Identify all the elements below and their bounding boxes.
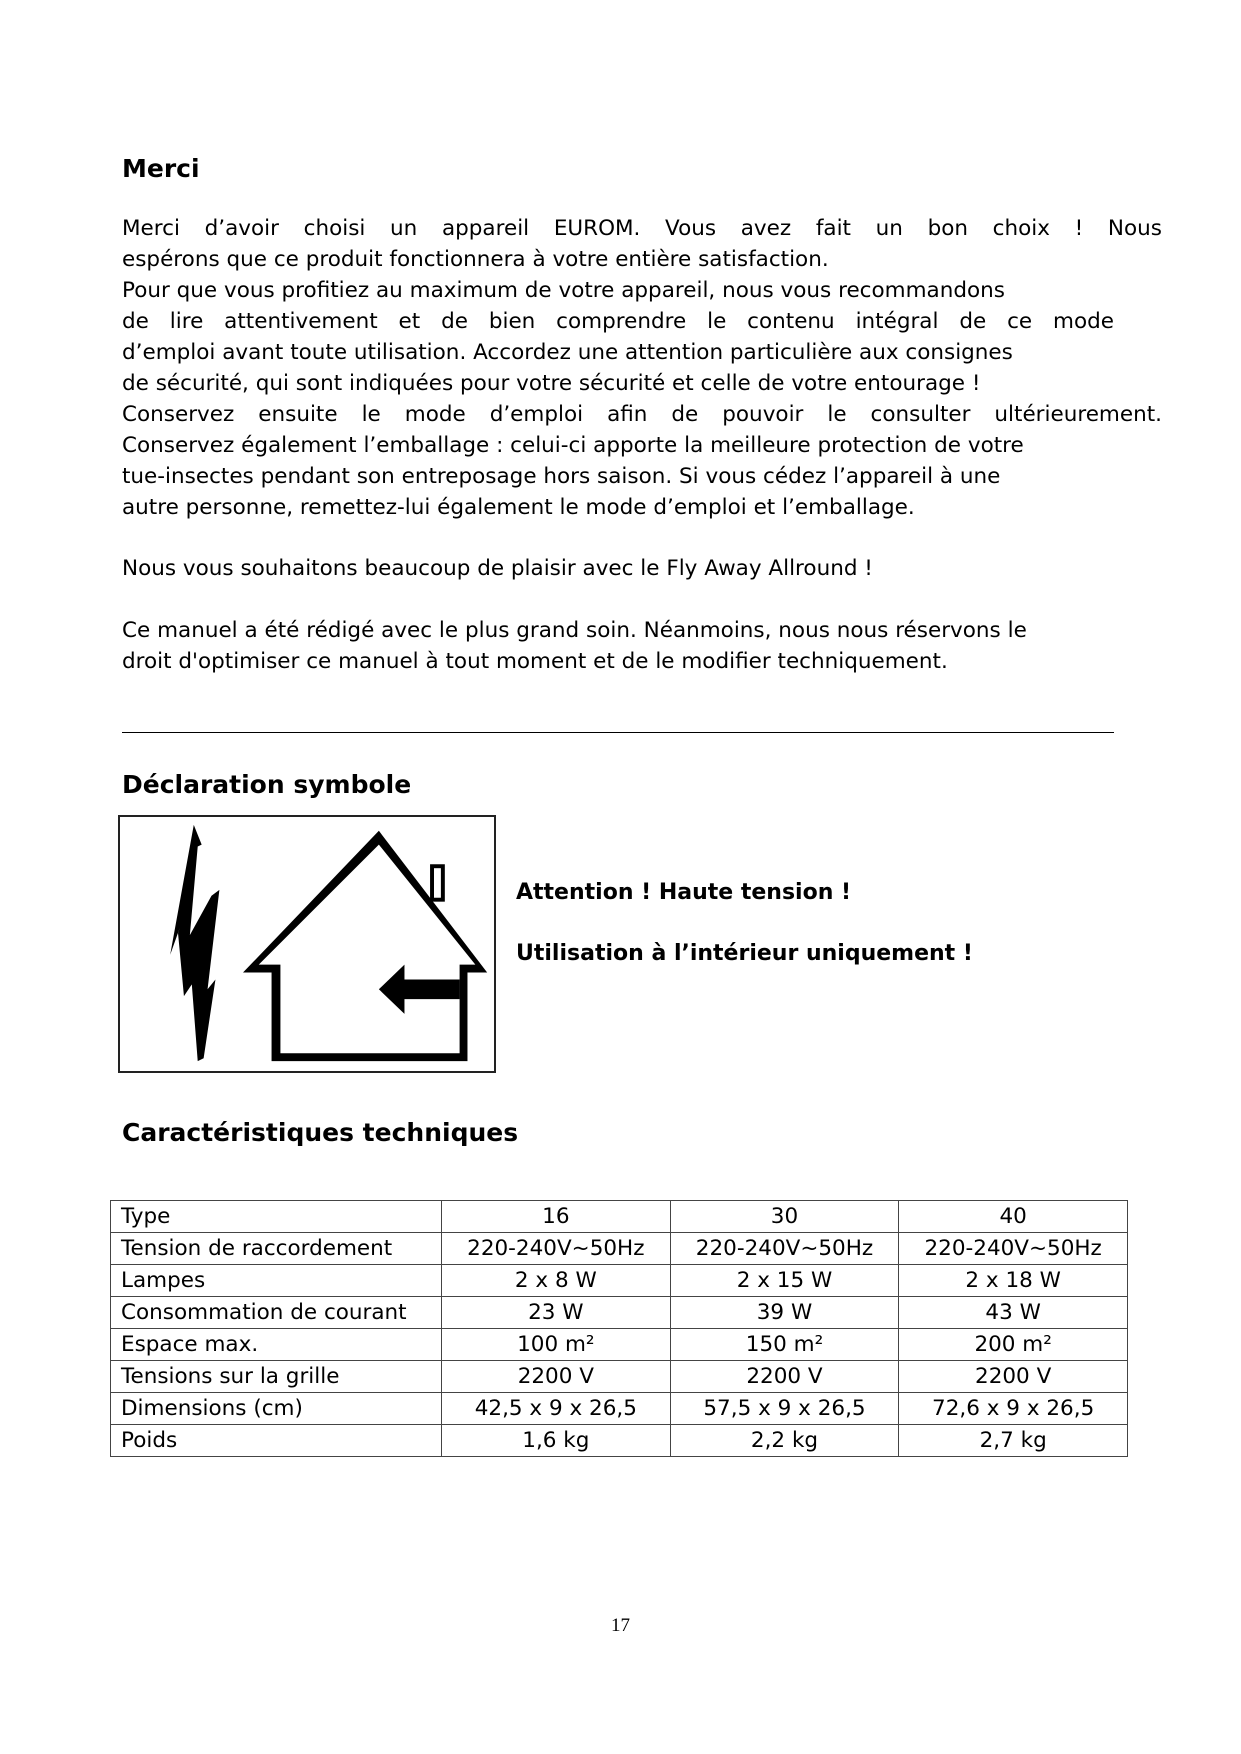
cell-value: 2,2 kg bbox=[670, 1425, 899, 1457]
row-label: Consommation de courant bbox=[111, 1297, 442, 1329]
row-label: Espace max. bbox=[111, 1329, 442, 1361]
text-line: autre personne, remettez-lui également le mode d’emploi et l’emballage. bbox=[122, 495, 915, 520]
text-line: Pour que vous profitiez au maximum de votre appareil, nous vous recommandons bbox=[122, 278, 1005, 303]
technical-specs-table bbox=[110, 1200, 1128, 1457]
house-icon bbox=[243, 831, 487, 1061]
table-row bbox=[111, 1393, 1128, 1425]
table-row bbox=[111, 1329, 1128, 1361]
closing-paragraph: Nous vous souhaitons beaucoup de plaisir avec le Fly Away Allround ! bbox=[122, 556, 873, 581]
cell-value: 220-240V~50Hz bbox=[442, 1233, 671, 1265]
section-heading-specs: Caractéristiques techniques bbox=[122, 1118, 519, 1147]
cell-value: 220-240V~50Hz bbox=[670, 1233, 899, 1265]
text-line: tue-insectes pendant son entreposage hors saison. Si vous cédez l’appareil à une bbox=[122, 464, 1001, 489]
cell-value: 2200 V bbox=[442, 1361, 671, 1393]
table-row bbox=[111, 1361, 1128, 1393]
text-line: Merci d’avoir choisi un appareil EUROM. Vous avez fait un bon choix ! Nous bbox=[122, 216, 1162, 241]
row-label: Type bbox=[111, 1201, 442, 1233]
cell-value: 57,5 x 9 x 26,5 bbox=[670, 1393, 899, 1425]
cell-value: 1,6 kg bbox=[442, 1425, 671, 1457]
cell-value: 40 bbox=[899, 1201, 1128, 1233]
cell-value: 23 W bbox=[442, 1297, 671, 1329]
table-row bbox=[111, 1233, 1128, 1265]
text-line: espérons que ce produit fonctionnera à votre entière satisfaction. bbox=[122, 247, 829, 272]
cell-value: 16 bbox=[442, 1201, 671, 1233]
warning-indoor-use: Utilisation à l’intérieur uniquement ! bbox=[516, 941, 973, 966]
row-label: Tensions sur la grille bbox=[111, 1361, 442, 1393]
arrow-left-icon bbox=[379, 965, 460, 1014]
cell-value: 2 x 18 W bbox=[899, 1265, 1128, 1297]
text-line: de lire attentivement et de bien comprendre le contenu intégral de ce mode bbox=[122, 309, 1114, 334]
row-label: Poids bbox=[111, 1425, 442, 1457]
cell-value: 2200 V bbox=[670, 1361, 899, 1393]
page-number: 17 bbox=[611, 1615, 630, 1636]
cell-value: 43 W bbox=[899, 1297, 1128, 1329]
text-line: d’emploi avant toute utilisation. Accordez une attention particulière aux consignes bbox=[122, 340, 1013, 365]
table-row bbox=[111, 1297, 1128, 1329]
cell-value: 2 x 15 W bbox=[670, 1265, 899, 1297]
text-line: Conservez également l’emballage : celui-ci apporte la meilleure protection de votre bbox=[122, 433, 1024, 458]
cell-value: 100 m² bbox=[442, 1329, 671, 1361]
lightning-bolt-icon bbox=[170, 825, 219, 1061]
cell-value: 2200 V bbox=[899, 1361, 1128, 1393]
section-divider bbox=[122, 732, 1114, 733]
section-heading-symbols: Déclaration symbole bbox=[122, 770, 412, 799]
table-row bbox=[111, 1425, 1128, 1457]
text-line: droit d'optimiser ce manuel à tout moment et de le modifier techniquement. bbox=[122, 649, 948, 674]
cell-value: 42,5 x 9 x 26,5 bbox=[442, 1393, 671, 1425]
row-label: Lampes bbox=[111, 1265, 442, 1297]
cell-value: 39 W bbox=[670, 1297, 899, 1329]
cell-value: 72,6 x 9 x 26,5 bbox=[899, 1393, 1128, 1425]
text-line: Conservez ensuite le mode d’emploi afin de pouvoir le consulter ultérieurement. bbox=[122, 402, 1162, 427]
cell-value: 30 bbox=[670, 1201, 899, 1233]
cell-value: 2 x 8 W bbox=[442, 1265, 671, 1297]
table-row bbox=[111, 1201, 1128, 1233]
text-line: de sécurité, qui sont indiquées pour votre sécurité et celle de votre entourage ! bbox=[122, 371, 981, 396]
cell-value: 220-240V~50Hz bbox=[899, 1233, 1128, 1265]
warning-high-voltage: Attention ! Haute tension ! bbox=[516, 880, 852, 905]
table-row bbox=[111, 1265, 1128, 1297]
section-heading-merci: Merci bbox=[122, 154, 200, 183]
row-label: Dimensions (cm) bbox=[111, 1393, 442, 1425]
row-label: Tension de raccordement bbox=[111, 1233, 442, 1265]
text-line: Ce manuel a été rédigé avec le plus grand soin. Néanmoins, nous nous réservons le bbox=[122, 618, 1027, 643]
cell-value: 2,7 kg bbox=[899, 1425, 1128, 1457]
merci-paragraph bbox=[122, 213, 1162, 523]
cell-value: 200 m² bbox=[899, 1329, 1128, 1361]
disclaimer-paragraph bbox=[122, 615, 1162, 677]
cell-value: 150 m² bbox=[670, 1329, 899, 1361]
high-voltage-indoor-icon bbox=[118, 815, 496, 1073]
